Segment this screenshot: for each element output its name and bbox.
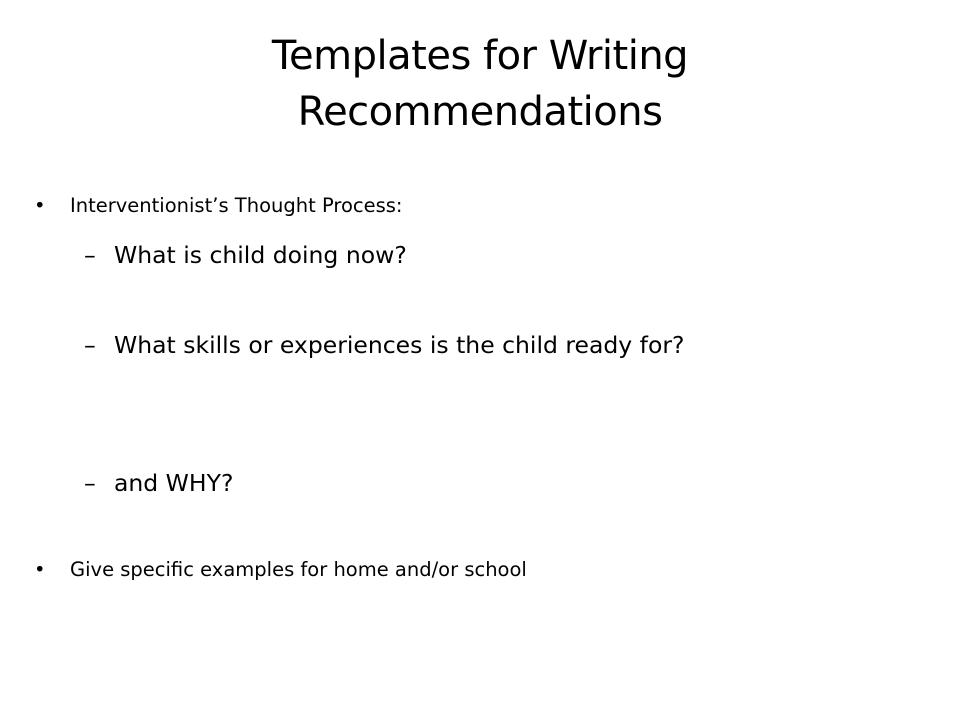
sub-bullet-marker: – xyxy=(84,469,96,497)
sub-bullet-text: and WHY? xyxy=(114,469,234,497)
bullet-text: Give specific examples for home and/or school xyxy=(70,558,527,581)
sub-bullet-marker: – xyxy=(84,241,96,269)
slide-title-line-2: Recommendations xyxy=(297,89,663,135)
slide-title xyxy=(0,28,960,140)
sub-bullet-text: What skills or experiences is the child ready for? xyxy=(114,331,685,359)
bullet-text: Interventionist’s Thought Process: xyxy=(70,194,403,217)
sub-bullet-text: What is child doing now? xyxy=(114,241,407,269)
bullet-marker: • xyxy=(34,194,46,217)
sub-bullet-marker: – xyxy=(84,331,96,359)
bullet-marker: • xyxy=(34,558,46,581)
slide-title-line-1: Templates for Writing xyxy=(271,33,689,79)
